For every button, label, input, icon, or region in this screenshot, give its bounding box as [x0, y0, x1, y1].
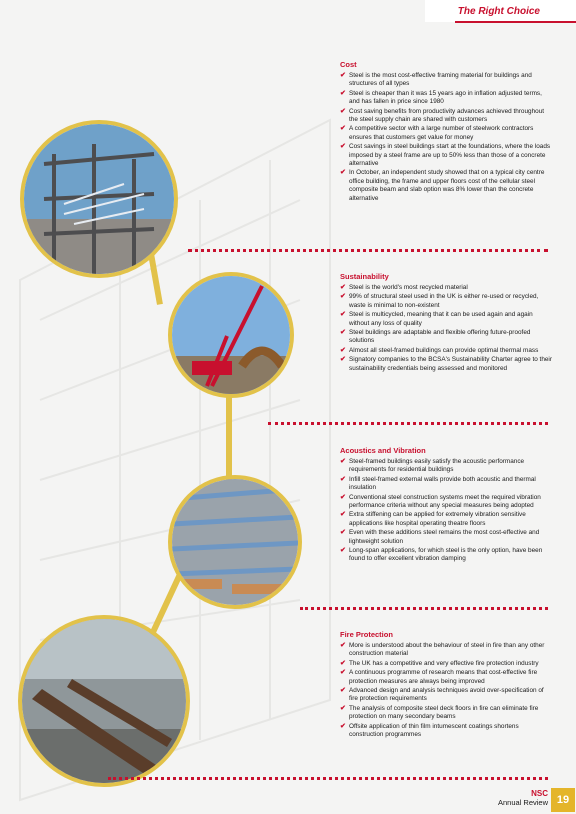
list-item [340, 687, 552, 704]
check-icon: ✔ [340, 293, 346, 301]
list-item [340, 169, 552, 203]
check-icon: ✔ [340, 529, 346, 537]
check-icon: ✔ [340, 125, 346, 133]
list-item [340, 72, 552, 89]
list-item [340, 284, 552, 292]
check-icon: ✔ [340, 511, 346, 519]
section-acoustics [340, 446, 552, 565]
list-item [340, 143, 552, 168]
section-sustainability [340, 272, 552, 374]
check-icon: ✔ [340, 458, 346, 465]
check-icon: ✔ [340, 356, 346, 364]
list-item-text: In October, an independent study showed that on a typical city centre office building, the frame and upper floors cost of the cellular steel composite beam and slab option was 8% lower than the concrete alternative [349, 169, 545, 202]
check-icon: ✔ [340, 346, 346, 354]
bullet-list [340, 458, 552, 564]
section-heading: Sustainability [340, 272, 389, 281]
bullet-list [340, 642, 552, 739]
list-item [340, 90, 552, 107]
check-icon: ✔ [340, 329, 346, 337]
check-icon: ✔ [340, 669, 346, 677]
list-item [340, 125, 552, 142]
list-item [340, 494, 552, 511]
beams-illustration [22, 619, 186, 783]
list-item-text: Steel is multicycled, meaning that it can be used again and again without any loss of quality [349, 311, 533, 327]
list-item-text: Steel is the most cost-effective framing material for buildings and structures of all types [349, 72, 532, 88]
list-item [340, 723, 552, 740]
list-item-text: More is understood about the behaviour of steel in fire than any other construction material [349, 642, 545, 658]
list-item-text: Steel is the world's most recycled material [349, 284, 468, 291]
check-icon: ✔ [340, 659, 346, 667]
check-icon: ✔ [340, 642, 346, 649]
list-item [340, 458, 552, 475]
check-icon: ✔ [340, 143, 346, 151]
section-cost [340, 60, 552, 204]
list-item [340, 356, 552, 373]
list-item [340, 476, 552, 493]
section-heading: Fire Protection [340, 630, 393, 639]
header-rule [455, 21, 576, 23]
footer-publication: Annual Review [497, 798, 548, 807]
check-icon: ✔ [340, 475, 346, 483]
list-item [340, 511, 552, 528]
list-item [340, 329, 552, 346]
list-item-text: Steel-framed buildings easily satisfy the acoustic performance requirements for residential buildings [349, 458, 525, 474]
list-item [340, 642, 552, 659]
list-item [340, 108, 552, 125]
page-number-badge: 19 [551, 788, 575, 812]
list-item-text: Advanced design and analysis techniques avoid over-specification of fire protection requirements [349, 687, 544, 703]
list-item-text: Conventional steel construction systems meet the required vibration performance criteria without any special measures being adopted [349, 493, 541, 510]
list-item-text: Cost saving benefits from productivity advances achieved throughout the steel supply chain are shared with customers [349, 107, 545, 124]
section-divider [268, 422, 548, 425]
list-item-text: 99% of structural steel used in the UK is either re-used or recycled, waste is minimal to non-existent [349, 293, 539, 309]
photo-steel-frame [20, 120, 178, 278]
list-item-text: The analysis of composite steel deck floors in fire can eliminate fire protection on many secondary beams [349, 704, 539, 721]
list-item [340, 547, 552, 564]
check-icon: ✔ [340, 89, 346, 97]
list-item-text: A competitive sector with a large number of steelwork contractors ensures that customers get value for money [349, 125, 534, 141]
list-item-text: Even with these additions steel remains the most cost-effective and lightweight solution [349, 529, 540, 545]
section-divider [300, 607, 548, 610]
section-heading: Acoustics and Vibration [340, 446, 426, 455]
section-fire-protection [340, 630, 552, 740]
list-item [340, 660, 552, 668]
list-item-text: Steel buildings are adaptable and flexible offering future-proofed solutions [349, 329, 531, 345]
bullet-list [340, 284, 552, 373]
list-item-text: Offsite application of thin film intumescent coatings shortens construction programmes [349, 722, 519, 739]
list-item [340, 311, 552, 328]
check-icon: ✔ [340, 722, 346, 730]
section-heading: Cost [340, 60, 357, 69]
bullet-list [340, 72, 552, 203]
crane-illustration [172, 276, 290, 394]
list-item [340, 705, 552, 722]
header-bar [425, 0, 576, 22]
check-icon: ✔ [340, 284, 346, 291]
steel-frame-illustration [24, 124, 174, 274]
list-item [340, 669, 552, 686]
list-item [340, 529, 552, 546]
check-icon: ✔ [340, 72, 346, 79]
photo-steel-beams [18, 615, 190, 787]
list-item-text: Signatory companies to the BCSA's Sustainability Charter agree to their sustainability credentials being assessed and monitored [349, 356, 552, 372]
check-icon: ✔ [340, 493, 346, 501]
check-icon: ✔ [340, 169, 346, 177]
list-item [340, 293, 552, 310]
list-item-text: Long-span applications, for which steel is the only option, have been found to offer excellent vibration damping [349, 547, 543, 563]
list-item [340, 347, 552, 355]
section-divider [108, 777, 548, 780]
check-icon: ✔ [340, 687, 346, 695]
check-icon: ✔ [340, 311, 346, 319]
list-item-text: Infill steel-framed external walls provide both acoustic and thermal insulation [349, 475, 536, 492]
footer-brand: NSC [531, 789, 548, 798]
check-icon: ✔ [340, 547, 346, 555]
check-icon: ✔ [340, 107, 346, 115]
decking-illustration [172, 479, 298, 605]
photo-steel-decking [168, 475, 302, 609]
check-icon: ✔ [340, 704, 346, 712]
header-title: The Right Choice [457, 6, 540, 17]
section-divider [188, 249, 548, 252]
list-item-text: Cost savings in steel buildings start at the foundations, where the loads imposed by a steel frame are up to 50% less than those of a concrete alternative [349, 143, 551, 168]
list-item-text: The UK has a competitive and very effective fire protection industry [349, 659, 539, 667]
list-item-text: Steel is cheaper than it was 15 years ago in inflation adjusted terms, and has fallen in price since 1980 [349, 89, 542, 106]
list-item-text: Almost all steel-framed buildings can provide optimal thermal mass [349, 346, 539, 354]
photo-crane [168, 272, 294, 398]
list-item-text: A continuous programme of research means that cost-effective fire protection measures are always being improved [349, 669, 538, 685]
list-item-text: Extra stiffening can be applied for extremely vibration sensitive applications like hospital operating theatre floors [349, 511, 526, 527]
